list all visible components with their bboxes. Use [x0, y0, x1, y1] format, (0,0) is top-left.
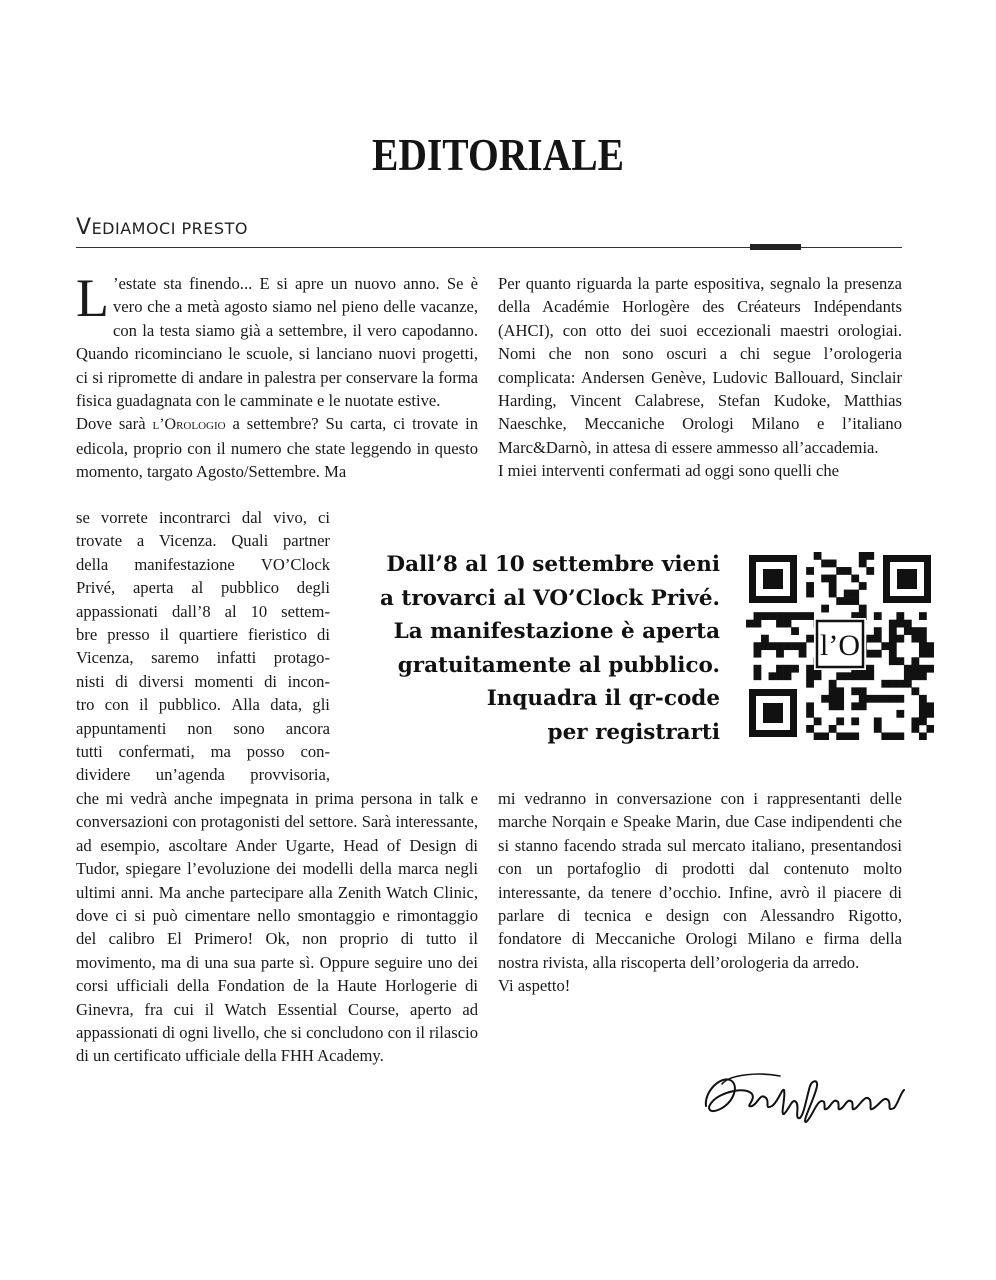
qr-module — [866, 552, 874, 560]
qr-module — [829, 702, 837, 710]
qr-module — [776, 665, 784, 673]
wrapped-line: appassionati dall’8 al 10 settem- — [76, 601, 330, 621]
wrapped-line: trovate a Vicenza. Quali partner — [76, 531, 330, 551]
qr-module — [919, 665, 927, 673]
qr-module — [821, 732, 829, 740]
paragraph-events: che mi vedrà anche impegnata in prima persona in talk e conversazioni con protagonisti del settore. Sarà interessante, ad esempio, ascoltare Ander Ugarte, Head of Design di Tudor, spiegare l’evoluzione dei modelli della marca negli ultimi anni. Ma anche partecipare alla Zenith Watch Clinic, dove ci si può cimentare nello smontaggio e rimontaggio del calibro El Primero! Ok, non proprio di tutto il movimento, ma di una sua parte sì. Oppure seguire uno dei corsi ufficiali della Fondation de la Haute Horlogerie di Ginevra, fra cui il Watch Essential Course, aperto ad appassionati di ogni livello, che si concludono con il rilascio di un certificato ufficiale della FHH Academy. — [76, 789, 478, 1066]
section-heading-rest: EDIAMOCI PRESTO — [91, 219, 248, 238]
qr-module — [821, 605, 829, 613]
qr-module — [851, 575, 859, 583]
qr-module — [791, 612, 799, 620]
qr-module — [821, 575, 829, 583]
qr-module — [761, 635, 769, 643]
qr-module — [904, 627, 912, 635]
qr-module — [911, 665, 919, 673]
qr-module — [784, 665, 792, 673]
qr-module — [896, 680, 904, 688]
qr-module — [836, 672, 844, 680]
wrapped-line: della manifestazione VO’Clock — [76, 554, 330, 574]
qr-module — [874, 650, 882, 658]
qr-module — [851, 702, 859, 710]
qr-module — [761, 642, 769, 650]
column-left-wrap — [76, 506, 330, 787]
qr-module — [806, 725, 814, 733]
qr-module — [754, 620, 762, 628]
qr-module — [799, 612, 807, 620]
paragraph-where — [76, 412, 478, 483]
qr-module — [926, 725, 934, 733]
qr-module — [881, 642, 889, 650]
qr-module — [844, 590, 852, 598]
qr-module — [904, 665, 912, 673]
qr-code[interactable] — [746, 552, 934, 740]
qr-module — [859, 605, 867, 613]
paragraph-intro-text: ’estate sta finendo... E si apre un nuovo anno. Se è vero che a metà agosto siamo nel pieno delle vacanze, con la testa siamo già a settembre, il vero capodanno. Quando ricominciano le scuole, si lanciano nuovi progetti, ci si ripromette di andare in palestra per conservare la forma fisica guadagnata con le camminate e le nuotate estive. — [76, 274, 478, 411]
qr-module — [754, 665, 762, 673]
section-heading — [76, 215, 248, 240]
qr-module — [784, 612, 792, 620]
qr-module — [829, 560, 837, 568]
qr-module — [821, 560, 829, 568]
qr-module — [806, 710, 814, 718]
column-right-bottom — [498, 787, 902, 998]
qr-module — [829, 590, 837, 598]
qr-module — [769, 612, 777, 620]
qr-module — [844, 567, 852, 575]
qr-module — [799, 650, 807, 658]
qr-module — [859, 702, 867, 710]
qr-module — [911, 687, 919, 695]
qr-module — [866, 672, 874, 680]
qr-module — [919, 650, 927, 658]
qr-module — [829, 695, 837, 703]
paragraph-where-a: Dove sarà — [76, 414, 153, 434]
qr-module — [829, 680, 837, 688]
qr-module — [859, 582, 867, 590]
qr-module — [814, 717, 822, 725]
qr-module — [896, 612, 904, 620]
qr-module — [754, 672, 762, 680]
column-left-bottom — [76, 787, 478, 1068]
promo-line: Dall’8 al 10 settembre vieni — [386, 552, 720, 577]
paragraph-exhibition: Per quanto riguarda la parte espositiva, segnalo la presenza della Académie Horlogère des Créateurs Indépendants (AHCI), con otto dei suoi eccezionali maestri orologiai. Nomi che non sono oscuri a chi segue l’orologeria complicata: Andersen Genève, Ludovic Ballouard, Sinclair Harding, Vincent Calabrese, Stefan Kudoke, Matthias Naeschke, Meccaniche Orologi Milano e l’italiano Marc&Darnò, in attesa di essere ammesso all’accademia. — [498, 274, 902, 457]
column-left-top — [76, 268, 478, 484]
brand-name: l’Orologio — [152, 416, 226, 434]
qr-module — [776, 650, 784, 658]
qr-module — [776, 612, 784, 620]
qr-module — [911, 725, 919, 733]
qr-module — [874, 717, 882, 725]
qr-module — [926, 642, 934, 650]
qr-module — [911, 635, 919, 643]
qr-module — [919, 672, 927, 680]
qr-module — [814, 552, 822, 560]
paragraph-conversations: mi vedranno in conversazione con i rappresentanti delle marche Norqain e Speake Marin, due Case indipendenti che si stanno facendo strada sul mercato italiano, presentandosi con un portafoglio di prodotti dal contenuto molto interessante, da tenere d’occhio. Infine, avrò il piacere di parlare di tecnica e design con Alessandro Rigotto, fondatore di Meccaniche Orologi Milano e firma della nostra rivista, alla riscoperta dell’orologeria da arredo. — [498, 789, 902, 972]
qr-module — [829, 582, 837, 590]
qr-module — [911, 657, 919, 665]
qr-module — [806, 582, 814, 590]
qr-module — [889, 620, 897, 628]
qr-module — [896, 657, 904, 665]
qr-module — [866, 567, 874, 575]
promo-line: a trovarci al VO’Clock Privé. — [379, 585, 720, 611]
qr-module — [889, 650, 897, 658]
wrapped-line: Vicenza, saremo infatti protago- — [76, 648, 330, 668]
qr-module — [746, 620, 754, 628]
qr-module — [791, 665, 799, 673]
qr-module — [889, 627, 897, 635]
qr-module — [866, 650, 874, 658]
qr-module — [776, 672, 784, 680]
qr-module — [829, 687, 837, 695]
qr-module — [866, 665, 874, 673]
promo-line: Inquadra il qr-code — [486, 686, 720, 711]
wrapped-line: dividere un’agenda provvisoria, — [76, 765, 330, 785]
qr-module — [881, 695, 889, 703]
drop-cap: L — [76, 268, 109, 328]
promo-callout — [350, 548, 720, 749]
qr-module — [919, 627, 927, 635]
wrapped-line: bre presso il quartiere fieristico di — [76, 625, 330, 645]
qr-module — [859, 552, 867, 560]
qr-module — [806, 590, 814, 598]
qr-module — [836, 687, 844, 695]
qr-module — [806, 702, 814, 710]
qr-module — [836, 702, 844, 710]
qr-module — [851, 597, 859, 605]
qr-module — [889, 657, 897, 665]
qr-module — [911, 672, 919, 680]
qr-module — [791, 627, 799, 635]
qr-module — [851, 672, 859, 680]
qr-module — [904, 620, 912, 628]
qr-module — [806, 665, 814, 673]
paragraph-interventions: I miei interventi confermati ad oggi sono quelli che — [498, 461, 839, 481]
qr-module — [874, 695, 882, 703]
qr-module — [836, 597, 844, 605]
qr-module — [836, 717, 844, 725]
section-rule-accent — [750, 244, 801, 250]
qr-module — [904, 672, 912, 680]
qr-module — [844, 732, 852, 740]
qr-logo: l’O — [820, 629, 860, 662]
qr-module — [814, 672, 822, 680]
qr-module — [919, 717, 927, 725]
qr-module — [784, 642, 792, 650]
page-title: EDITORIALE — [371, 129, 625, 180]
qr-module — [776, 642, 784, 650]
qr-module — [919, 695, 927, 703]
qr-module — [806, 680, 814, 688]
qr-module — [896, 635, 904, 643]
qr-module — [821, 695, 829, 703]
wrapped-line: tutti confermati, ma posso con- — [76, 742, 330, 762]
qr-module — [919, 702, 927, 710]
qr-module — [889, 695, 897, 703]
qr-module — [881, 680, 889, 688]
qr-module — [829, 725, 837, 733]
wrapped-line: nisti di diversi momenti di incon- — [76, 671, 330, 691]
qr-module — [889, 680, 897, 688]
qr-module — [851, 687, 859, 695]
qr-module — [851, 590, 859, 598]
qr-module — [859, 560, 867, 568]
qr-module — [866, 635, 874, 643]
qr-module — [874, 612, 882, 620]
wrapped-line: se vorrete incontrarci dal vivo, ci — [76, 508, 330, 527]
qr-module — [881, 732, 889, 740]
qr-module — [806, 612, 814, 620]
qr-module — [851, 717, 859, 725]
qr-module — [911, 627, 919, 635]
qr-module — [844, 672, 852, 680]
paragraph-intro — [76, 268, 478, 412]
qr-module — [889, 732, 897, 740]
qr-module — [874, 725, 882, 733]
qr-module — [919, 612, 927, 620]
qr-module — [919, 710, 927, 718]
qr-module — [836, 567, 844, 575]
signature — [700, 1062, 910, 1124]
column-right-top — [498, 272, 902, 483]
qr-module — [896, 710, 904, 718]
wrapped-line: Privé, aperta al pubblico degli — [76, 578, 330, 598]
qr-module — [754, 642, 762, 650]
qr-module — [926, 702, 934, 710]
qr-module — [791, 642, 799, 650]
qr-module — [859, 695, 867, 703]
qr-module — [806, 672, 814, 680]
qr-module — [799, 642, 807, 650]
qr-module — [874, 635, 882, 643]
qr-module — [911, 717, 919, 725]
qr-module — [769, 642, 777, 650]
qr-module — [919, 635, 927, 643]
qr-module — [859, 687, 867, 695]
qr-module — [814, 732, 822, 740]
promo-line: gratuitamente al pubblico. — [397, 652, 720, 678]
qr-module — [761, 612, 769, 620]
qr-module — [754, 612, 762, 620]
wrapped-line: appuntamenti non sono ancora — [76, 718, 330, 738]
section-heading-initial: V — [76, 215, 92, 240]
qr-module — [784, 672, 792, 680]
qr-module — [836, 695, 844, 703]
qr-module — [919, 732, 927, 740]
qr-module — [851, 732, 859, 740]
qr-module — [829, 575, 837, 583]
qr-module — [896, 620, 904, 628]
qr-module — [889, 642, 897, 650]
qr-module — [896, 732, 904, 740]
qr-module — [836, 732, 844, 740]
paragraph-closing: Vi aspetto! — [498, 976, 571, 996]
paragraph-where-b: a settembre? Su carta, ci trovate in edicola, proprio con il numero che state leggendo in questo momento, targato Agosto/Settembre. Ma — [76, 414, 478, 482]
qr-module — [806, 567, 814, 575]
qr-module — [866, 695, 874, 703]
promo-line: La manifestazione è aperta — [393, 619, 720, 644]
qr-module — [776, 620, 784, 628]
qr-module — [904, 680, 912, 688]
qr-module — [926, 665, 934, 673]
qr-module — [926, 650, 934, 658]
qr-module — [859, 672, 867, 680]
qr-module — [806, 635, 814, 643]
wrapped-line: tro con il pubblico. Alla data, gli — [76, 695, 330, 715]
qr-module — [769, 672, 777, 680]
qr-module — [919, 642, 927, 650]
promo-line: per registrarti — [547, 719, 720, 745]
qr-module — [889, 635, 897, 643]
qr-module — [754, 650, 762, 658]
qr-module — [874, 627, 882, 635]
qr-module — [896, 695, 904, 703]
qr-module — [784, 620, 792, 628]
qr-module — [926, 710, 934, 718]
qr-module — [844, 597, 852, 605]
